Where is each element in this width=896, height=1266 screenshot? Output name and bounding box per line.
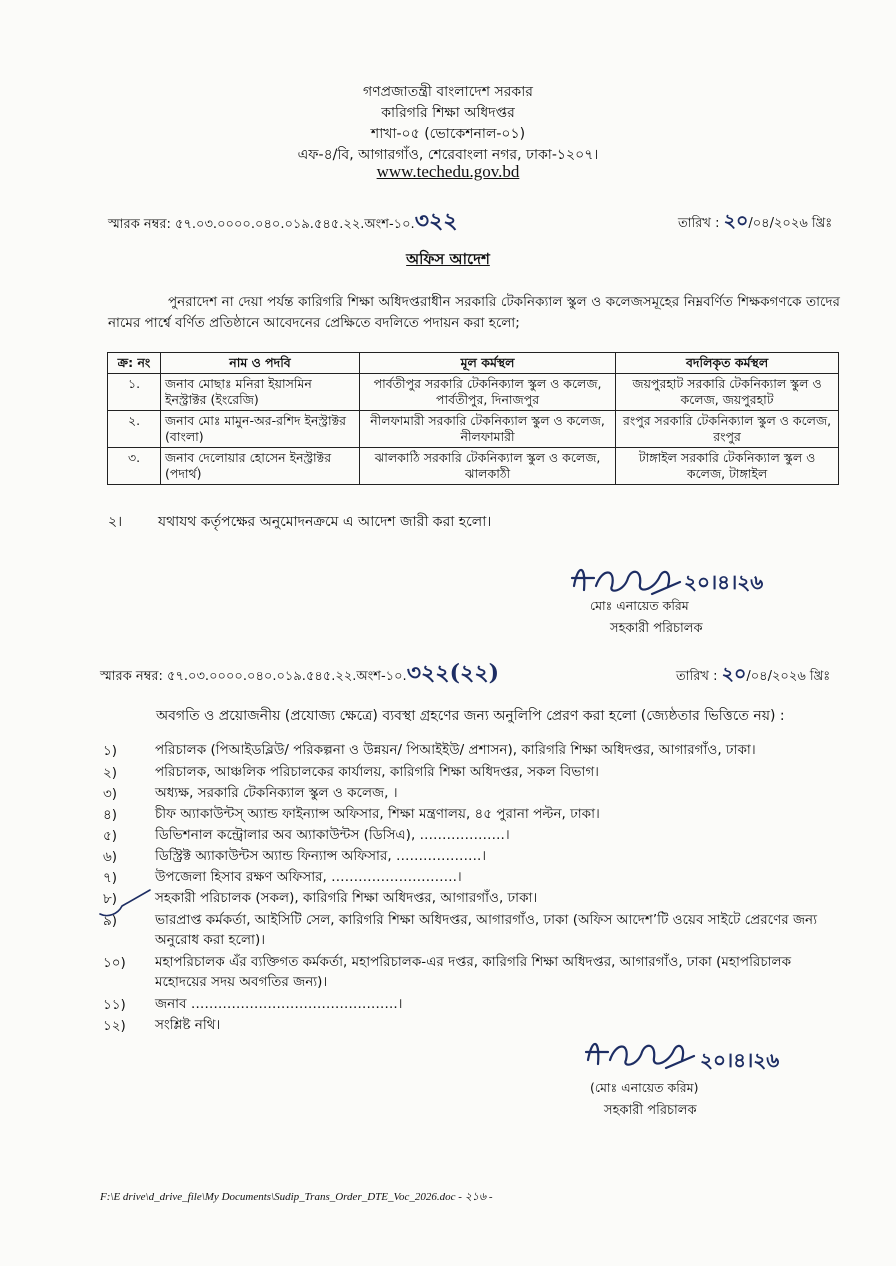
list-text: পরিচালক (পিআইডব্লিউ/ পরিকল্পনা ও উন্নয়ন/ পিআইইউ/ প্রশাসন), কারিগরি শিক্ষা অধিদপ্তর, আগারগাঁও, ঢাকা। bbox=[155, 742, 756, 758]
list-number: ১২) bbox=[103, 1018, 126, 1034]
table-row bbox=[108, 411, 839, 448]
list-text: মহাপরিচালক এঁর ব্যক্তিগত কর্মকর্তা, মহাপরিচালক-এর দপ্তর, কারিগরি শিক্ষা অধিদপ্তর, আগারগাঁও, ঢাকা (মহাপরিচালক মহোদয়ের সদয় অবগতির জন্য)। bbox=[155, 954, 792, 990]
row-name: জনাব দেলোয়ার হোসেন ইনস্ট্রাক্টর (পদার্থ) bbox=[161, 448, 360, 485]
office-address: এফ-৪/বি, আগারগাঁও, শেরেবাংলা নগর, ঢাকা-১২০৭। bbox=[297, 147, 599, 163]
branch-name: শাখা-০৫ (ভোকেশনাল-০১) bbox=[370, 126, 526, 142]
list-text: ভারপ্রাপ্ত কর্মকর্তা, আইসিটি সেল, কারিগরি শিক্ষা অধিদপ্তর, আগারগাঁও, ঢাকা (অফিস আদেশ’টি ওয়েব সাইটে প্রেরণের জন্য অনুরোধ করা হলো)। bbox=[155, 912, 818, 948]
list-number: ৯) bbox=[103, 913, 118, 929]
list-text: সংশ্লিষ্ট নথি। bbox=[155, 1017, 221, 1033]
header-name: নাম ও পদবি bbox=[161, 353, 360, 374]
list-number: ১) bbox=[103, 743, 118, 759]
row-origin: পার্বতীপুর সরকারি টেকনিক্যাল স্কুল ও কলেজ, পার্বতীপুর, দিনাজপুর bbox=[360, 374, 616, 411]
signatory-2-name: (মোঃ এনায়েত করিম) bbox=[590, 1080, 699, 1095]
table-row bbox=[108, 448, 839, 485]
memo2-number-text: স্মারক নম্বর: ৫৭.০৩.০০০০.০৪০.০১৯.৫৪৫.২২.অংশ-১০. bbox=[100, 669, 407, 684]
list-text: ডিভিশনাল কন্ট্রোলার অব অ্যাকাউন্টস (ডিসিএ), ……………….। bbox=[155, 827, 510, 843]
department-name: কারিগরি শিক্ষা অধিদপ্তর bbox=[381, 105, 515, 121]
table-row bbox=[108, 374, 839, 411]
table-header-row bbox=[108, 353, 839, 374]
date-day-handwritten: ২০ bbox=[721, 663, 747, 685]
handwritten-tick-mark bbox=[96, 884, 156, 924]
header-origin: মূল কর্মস্থল bbox=[360, 353, 616, 374]
signature-2-scribble bbox=[582, 1030, 702, 1074]
header-serial: ক্র: নং bbox=[108, 353, 161, 374]
order-title: অফিস আদেশ bbox=[406, 250, 490, 268]
list-text: জনাব ……………………………………….। bbox=[155, 996, 403, 1012]
list-number: ১০) bbox=[103, 955, 126, 971]
list-text: পরিচালক, আঞ্চলিক পরিচালকের কার্যালয়, কারিগরি শিক্ষা অধিদপ্তর, সকল বিভাগ। bbox=[155, 764, 600, 780]
date-label: তারিখ : bbox=[676, 669, 718, 684]
footer-page-number: - ২১৬ - bbox=[458, 1191, 493, 1203]
signatory-1-designation: সহকারী পরিচালক bbox=[610, 621, 703, 636]
transfer-table bbox=[107, 352, 839, 485]
signature-1-scribble bbox=[568, 556, 688, 600]
signatory-1-name: মোঃ এনায়েত করিম bbox=[590, 598, 689, 613]
list-text: উপজেলা হিসাব রক্ষণ অফিসার, ……………………….। bbox=[155, 869, 462, 885]
row-origin: নীলফামারী সরকারি টেকনিক্যাল স্কুল ও কলেজ, নীলফামারী bbox=[360, 411, 616, 448]
list-number: ৩) bbox=[103, 786, 118, 802]
list-number: ৬) bbox=[103, 849, 118, 865]
memo-handwritten-number: ৩২২ bbox=[414, 208, 458, 234]
list-number: ১১) bbox=[103, 997, 126, 1013]
memo-date bbox=[678, 207, 832, 239]
list-number: ৭) bbox=[103, 870, 118, 886]
website-link[interactable]: www.techedu.gov.bd bbox=[376, 162, 520, 181]
date-day-handwritten: ২০ bbox=[723, 210, 749, 232]
date-rest: /০৪/২০২৬ খ্রিঃ bbox=[748, 216, 833, 231]
signatory-2-designation: সহকারী পরিচালক bbox=[604, 1103, 697, 1118]
header-destination: বদলিকৃত কর্মস্থল bbox=[616, 353, 839, 374]
memo-number-text: স্মারক নম্বর: ৫৭.০৩.০০০০.০৪০.০১৯.৫৪৫.২২.অংশ-১০. bbox=[108, 217, 415, 232]
row-destination: রংপুর সরকারি টেকনিক্যাল স্কুল ও কলেজ, রংপুর bbox=[616, 411, 839, 448]
list-number: ৪) bbox=[103, 807, 118, 823]
row-serial: ২. bbox=[108, 411, 161, 448]
row-origin: ঝালকাঠি সরকারি টেকনিক্যাল স্কুল ও কলেজ, ঝালকাঠী bbox=[360, 448, 616, 485]
gov-name: গণপ্রজাতন্ত্রী বাংলাদেশ সরকার bbox=[363, 84, 533, 100]
memo2-date bbox=[676, 660, 830, 692]
row-destination: জয়পুরহাট সরকারি টেকনিক্যাল স্কুল ও কলেজ, জয়পুরহাট bbox=[616, 374, 839, 411]
intro-paragraph: পুনরাদেশ না দেয়া পর্যন্ত কারিগরি শিক্ষা অধিদপ্তরাধীন সরকারি টেকনিক্যাল স্কুল ও কলেজসমূহের নিম্নবর্ণিত শিক্ষকগণকে তাদের নামের পার্শ্বে বর্ণিত প্রতিষ্ঠানে আবেদনের প্রেক্ষিতে বদলিতে পদায়ন করা হলো; bbox=[108, 294, 840, 331]
para2-number: ২। bbox=[108, 514, 123, 530]
para2-text: যথাযথ কর্তৃপক্ষের অনুমোদনক্রমে এ আদেশ জারী করা হলো। bbox=[158, 514, 492, 530]
memo-number bbox=[108, 204, 458, 241]
row-name: জনাব মোঃ মামুন-অর-রশিদ ইনস্ট্রাক্টর (বাংলা) bbox=[161, 411, 360, 448]
signature-2-date: ২০।৪।২৬ bbox=[700, 1048, 780, 1072]
list-text: চীফ অ্যাকাউন্টস্ অ্যান্ড ফাইন্যান্স অফিসার, শিক্ষা মন্ত্রণালয়, ৪৫ পুরানা পল্টন, ঢাকা। bbox=[155, 806, 600, 822]
memo2-number bbox=[100, 656, 499, 693]
signature-1-date: ২০।৪।২৬ bbox=[684, 570, 764, 594]
memo2-handwritten-number: ৩২২(২২) bbox=[406, 660, 500, 686]
list-number: ২) bbox=[103, 765, 118, 781]
row-name: জনাব মোছাঃ মনিরা ইয়াসমিন ইনস্ট্রাক্টর (ইংরেজি) bbox=[161, 374, 360, 411]
date-label: তারিখ : bbox=[678, 216, 720, 231]
list-text: ডিস্ট্রিক্ট অ্যাকাউন্টস অ্যান্ড ফিন্যান্স অফিসার, ……………….। bbox=[155, 848, 487, 864]
date-rest: /০৪/২০২৬ খ্রিঃ bbox=[746, 669, 831, 684]
row-serial: ৩. bbox=[108, 448, 161, 485]
footer-file-path bbox=[100, 1188, 493, 1207]
list-text: সহকারী পরিচালক (সকল), কারিগরি শিক্ষা অধিদপ্তর, আগারগাঁও, ঢাকা। bbox=[155, 890, 538, 906]
footer-path: F:\E drive\d_drive_file\My Documents\Sudip_Trans_Order_DTE_Voc_2026.doc bbox=[100, 1191, 456, 1203]
copy-intro: অবগতি ও প্রয়োজনীয় (প্রযোজ্য ক্ষেত্রে) ব্যবস্থা গ্রহণের জন্য অনুলিপি প্রেরণ করা হলো (জ্যেষ্ঠতার ভিত্তিতে নয়) : bbox=[156, 708, 785, 724]
row-serial: ১. bbox=[108, 374, 161, 411]
row-destination: টাঙ্গাইল সরকারি টেকনিক্যাল স্কুল ও কলেজ, টাঙ্গাইল bbox=[616, 448, 839, 485]
list-number: ৮) bbox=[103, 891, 118, 907]
list-text: অধ্যক্ষ, সরকারি টেকনিক্যাল স্কুল ও কলেজ, । bbox=[155, 785, 398, 801]
list-number: ৫) bbox=[103, 828, 118, 844]
